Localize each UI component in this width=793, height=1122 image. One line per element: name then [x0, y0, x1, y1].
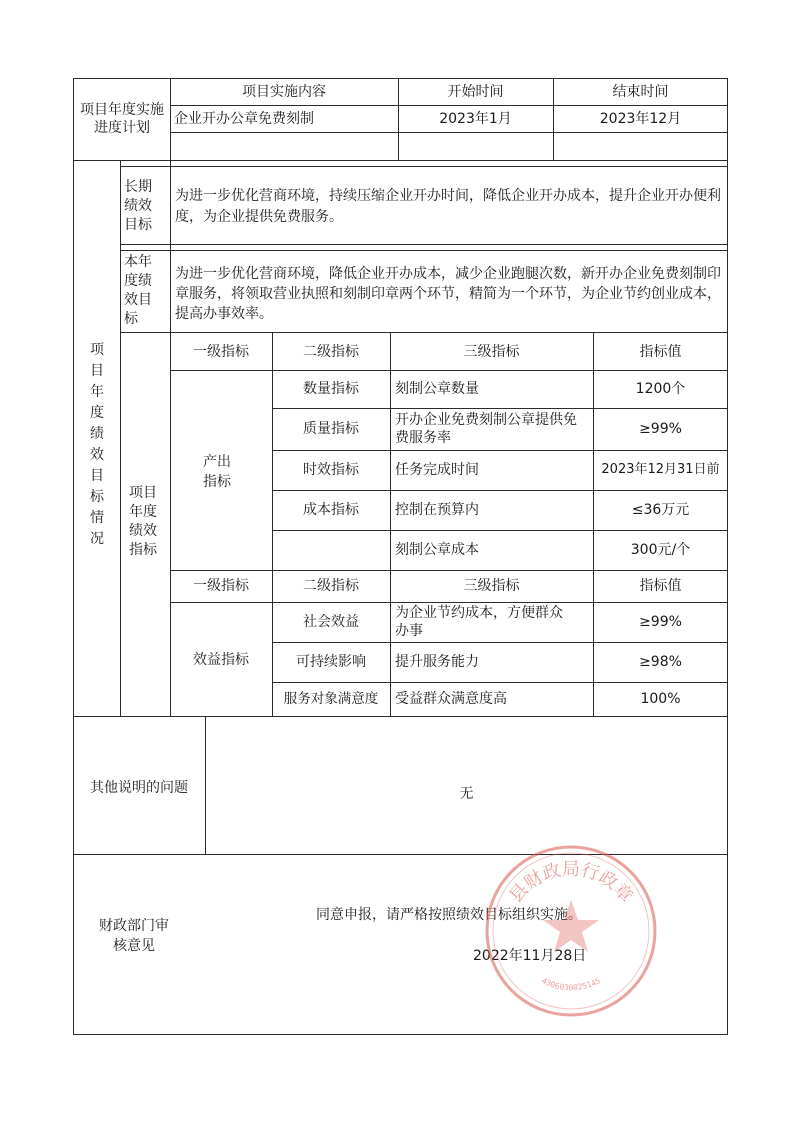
plan-section-label: 项目年度实施进度计划 [80, 102, 164, 136]
grid-line [272, 642, 728, 643]
grid-line [120, 244, 728, 245]
benefit-row-value: 100% [640, 691, 681, 707]
finance-label: 财政部门审核意见 [99, 918, 169, 954]
table-border-right [727, 78, 728, 1035]
benefit-row-value: ≥98% [639, 654, 682, 670]
header-value: 指标值 [639, 578, 682, 594]
output-row-level2: 数量指标 [303, 381, 359, 397]
other-label: 其他说明的问题 [90, 780, 188, 796]
grid-line [170, 602, 728, 603]
output-row-value: ≤36万元 [631, 502, 690, 518]
plan-start-cell: 2023年1月 [439, 111, 512, 127]
grid-line [553, 78, 554, 160]
output-row-value: 300元/个 [630, 542, 691, 558]
header-level1: 一级指标 [193, 578, 249, 594]
header-level2: 二级指标 [303, 578, 359, 594]
indicators-label: 项目年度绩效指标 [129, 485, 157, 558]
svg-text:4306030025145 [540, 976, 602, 992]
grid-line [73, 160, 728, 161]
benefit-row-level2: 社会效益 [303, 614, 359, 630]
header-content: 项目实施内容 [242, 84, 326, 100]
svg-text:县财政局行政章 [505, 859, 636, 907]
annual-label: 本年度绩效目标 [124, 254, 152, 327]
output-row-level2: 成本指标 [303, 502, 359, 518]
grid-line [272, 490, 728, 491]
grid-line [120, 250, 728, 251]
grid-line [390, 332, 391, 716]
grid-line [593, 332, 594, 716]
stamp-text: 县财政局行政章 [505, 859, 637, 907]
output-row-value: 1200个 [635, 381, 686, 397]
output-row-value: ≥99% [639, 421, 682, 437]
grid-line [170, 105, 728, 106]
header-level3: 三级指标 [463, 578, 520, 594]
grid-line [272, 682, 728, 683]
benefit-row-level3: 受益群众满意度高 [395, 691, 507, 707]
grid-line [272, 530, 728, 531]
grid-line [272, 408, 728, 409]
header-start: 开始时间 [447, 84, 504, 100]
output-row-level3: 刻制公章成本 [395, 542, 479, 558]
header-value: 指标值 [639, 344, 682, 360]
benefit-level1: 效益指标 [193, 652, 249, 668]
output-row-level3: 开办企业免费刻制公章提供免费服务率 [395, 412, 577, 446]
benefit-row-level3: 提升服务能力 [395, 654, 479, 670]
perf-section-label: 项目年度绩效目标情况 [90, 342, 104, 547]
long-term-text: 为进一步优化营商环境，持续压缩企业开办时间，降低企业开办成本，提升企业开办便利度，为企业提供免费服务。 [175, 188, 721, 225]
grid-line [170, 370, 728, 371]
grid-line [120, 166, 728, 167]
finance-date: 2022年11月28日 [473, 948, 587, 964]
annual-text: 为进一步优化营商环境，降低企业开办成本，减少企业跑腿次数，新开办企业免费刻制印章服务，将领取营业执照和刻制印章两个环节，精简为一个环节，为企业节约创业成本，提高办事效率。 [175, 266, 721, 322]
grid-line [205, 716, 206, 854]
grid-line [120, 332, 728, 333]
plan-end-cell: 2023年12月 [599, 111, 682, 127]
benefit-row-level2: 服务对象满意度 [283, 691, 379, 707]
header-level3: 三级指标 [463, 344, 520, 360]
output-row-level3: 任务完成时间 [395, 462, 479, 478]
output-row-level2: 质量指标 [303, 421, 359, 437]
plan-content-cell: 企业开办公章免费刻制 [174, 111, 314, 127]
benefit-row-level3: 为企业节约成本，方便群众办事 [395, 605, 563, 639]
grid-line [170, 132, 728, 133]
finance-opinion: 同意申报，请严格按照绩效目标组织实施。 [316, 907, 582, 923]
stamp-number: 4306030025145 [539, 976, 603, 993]
header-end: 结束时间 [612, 84, 669, 100]
output-row-level3: 刻制公章数量 [395, 381, 479, 397]
grid-line [272, 332, 273, 716]
output-row-level3: 控制在预算内 [395, 502, 479, 518]
table-border-bottom [73, 1034, 728, 1035]
other-text: 无 [459, 786, 474, 802]
benefit-row-value: ≥99% [639, 614, 682, 630]
output-row-value: 2023年12月31日前 [601, 462, 720, 477]
table-border-left [73, 78, 74, 1035]
table-border-top [73, 78, 728, 79]
grid-line [170, 570, 728, 571]
output-level1: 产出指标 [203, 454, 231, 490]
official-seal-stamp [478, 838, 664, 1024]
output-row-level2: 时效指标 [303, 462, 359, 478]
benefit-row-level2: 可持续影响 [296, 654, 366, 670]
grid-line [73, 716, 728, 717]
grid-line [398, 78, 399, 160]
header-level2: 二级指标 [303, 344, 359, 360]
grid-line [170, 78, 171, 160]
header-level1: 一级指标 [193, 344, 249, 360]
grid-line [272, 450, 728, 451]
long-term-label: 长期绩效目标 [124, 179, 152, 233]
